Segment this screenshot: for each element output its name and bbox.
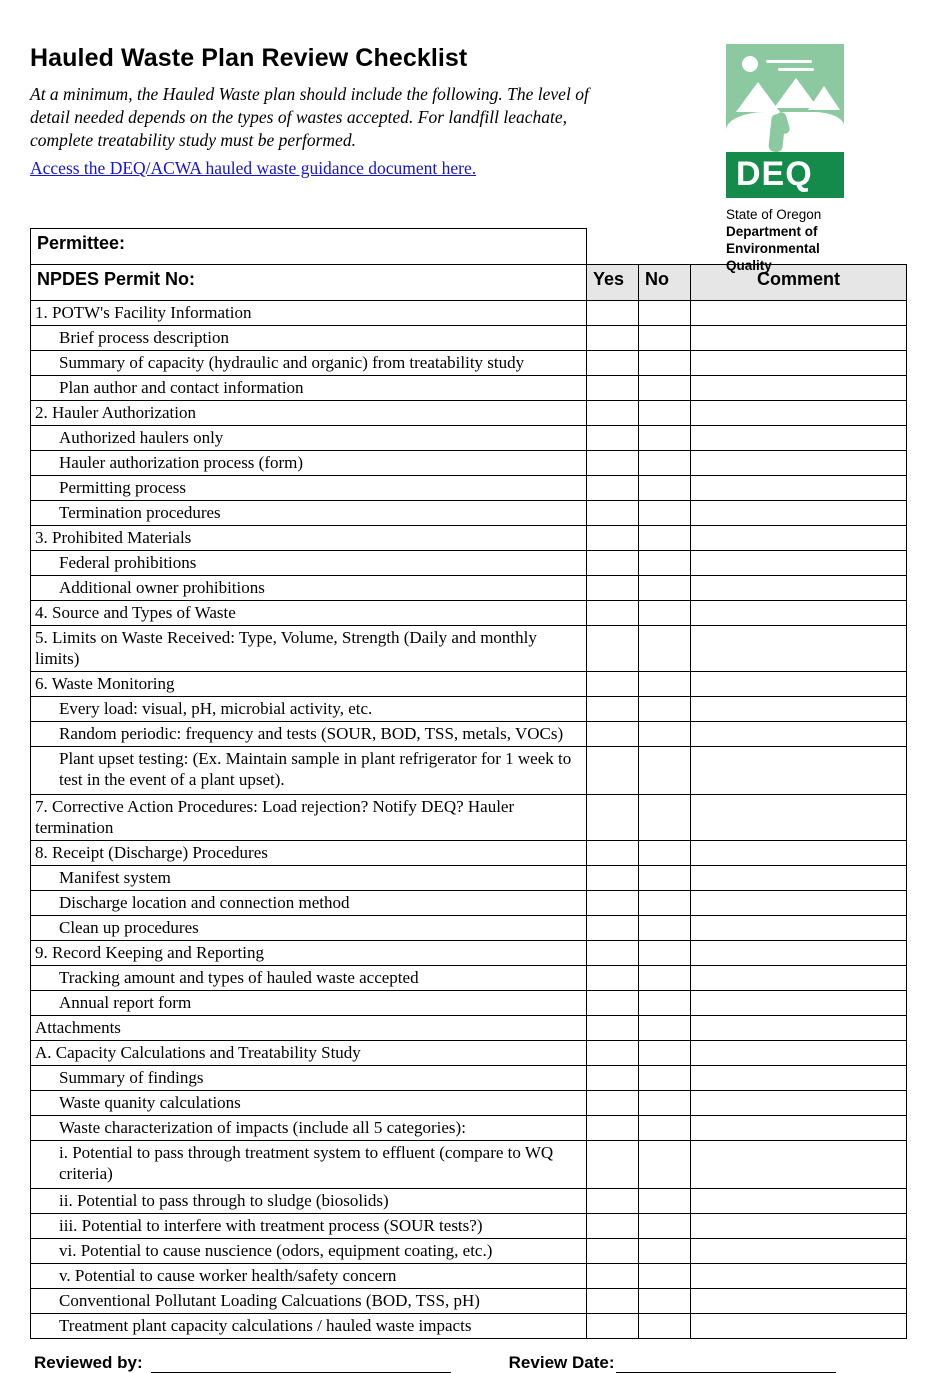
reviewed-by-label: Reviewed by: bbox=[34, 1353, 143, 1372]
table-row bbox=[31, 376, 907, 401]
yes-checkbox-cell[interactable] bbox=[587, 501, 639, 526]
no-checkbox-cell[interactable] bbox=[639, 1314, 691, 1339]
comment-cell[interactable] bbox=[691, 426, 907, 451]
table-row bbox=[31, 966, 907, 991]
yes-checkbox-cell[interactable] bbox=[587, 376, 639, 401]
comment-cell[interactable] bbox=[691, 376, 907, 401]
comment-cell[interactable] bbox=[691, 476, 907, 501]
checklist-item-label: Annual report form bbox=[31, 991, 587, 1016]
checklist-item-label: vi. Potential to cause nuscience (odors, equipment coating, etc.) bbox=[31, 1239, 587, 1264]
comment-cell[interactable] bbox=[691, 1314, 907, 1339]
checklist-item-label: Manifest system bbox=[31, 866, 587, 891]
table-row bbox=[31, 551, 907, 576]
table-row bbox=[31, 451, 907, 476]
checklist-item-label: Federal prohibitions bbox=[31, 551, 587, 576]
permittee-no-blank bbox=[639, 229, 691, 265]
yes-checkbox-cell[interactable] bbox=[587, 551, 639, 576]
deq-logo-block bbox=[726, 44, 906, 274]
table-row bbox=[31, 401, 907, 426]
checklist-item-label: Tracking amount and types of hauled waste accepted bbox=[31, 966, 587, 991]
comment-cell[interactable] bbox=[691, 451, 907, 476]
page-title: Hauled Waste Plan Review Checklist bbox=[30, 44, 468, 72]
table-row bbox=[31, 841, 907, 866]
table-row bbox=[31, 1214, 907, 1239]
no-checkbox-cell[interactable] bbox=[639, 551, 691, 576]
checklist-item-label: 8. Receipt (Discharge) Procedures bbox=[31, 841, 587, 866]
table-row bbox=[31, 576, 907, 601]
yes-checkbox-cell[interactable] bbox=[587, 916, 639, 941]
no-checkbox-cell[interactable] bbox=[639, 326, 691, 351]
checklist-item-label: Plan author and contact information bbox=[31, 376, 587, 401]
no-checkbox-cell[interactable] bbox=[639, 1116, 691, 1141]
table-row bbox=[31, 501, 907, 526]
comment-cell[interactable] bbox=[691, 1214, 907, 1239]
table-row bbox=[31, 1116, 907, 1141]
no-checkbox-cell[interactable] bbox=[639, 476, 691, 501]
comment-cell[interactable] bbox=[691, 351, 907, 376]
comment-cell[interactable] bbox=[691, 672, 907, 697]
checklist-item-label: Termination procedures bbox=[31, 501, 587, 526]
no-checkbox-cell[interactable] bbox=[639, 916, 691, 941]
comment-cell[interactable] bbox=[691, 1116, 907, 1141]
comment-cell[interactable] bbox=[691, 966, 907, 991]
table-row bbox=[31, 672, 907, 697]
reviewed-by-field[interactable] bbox=[151, 1358, 451, 1373]
checklist-item-label: 5. Limits on Waste Received: Type, Volume, Strength (Daily and monthly limits) bbox=[31, 626, 587, 672]
permittee-label: Permittee: bbox=[31, 229, 587, 265]
table-row bbox=[31, 747, 907, 795]
yes-checkbox-cell[interactable] bbox=[587, 1141, 639, 1189]
comment-cell[interactable] bbox=[691, 891, 907, 916]
checklist-item-label: Treatment plant capacity calculations / hauled waste impacts bbox=[31, 1314, 587, 1339]
yes-checkbox-cell[interactable] bbox=[587, 1314, 639, 1339]
column-header-yes: Yes bbox=[587, 265, 639, 301]
checklist-item-label: Waste characterization of impacts (include all 5 categories): bbox=[31, 1116, 587, 1141]
checklist-item-label: Attachments bbox=[31, 1016, 587, 1041]
yes-checkbox-cell[interactable] bbox=[587, 401, 639, 426]
table-row bbox=[31, 1091, 907, 1116]
yes-checkbox-cell[interactable] bbox=[587, 351, 639, 376]
checklist-item-label: Waste quanity calculations bbox=[31, 1091, 587, 1116]
review-date-label: Review Date: bbox=[508, 1353, 615, 1372]
comment-cell[interactable] bbox=[691, 526, 907, 551]
yes-checkbox-cell[interactable] bbox=[587, 941, 639, 966]
comment-cell[interactable] bbox=[691, 601, 907, 626]
comment-cell[interactable] bbox=[691, 1239, 907, 1264]
comment-cell[interactable] bbox=[691, 301, 907, 326]
table-row bbox=[31, 1066, 907, 1091]
no-checkbox-cell[interactable] bbox=[639, 426, 691, 451]
column-header-comment: Comment bbox=[691, 265, 907, 301]
comment-cell[interactable] bbox=[691, 1016, 907, 1041]
deq-dept-line3: Quality bbox=[726, 258, 772, 273]
comment-cell[interactable] bbox=[691, 1066, 907, 1091]
yes-checkbox-cell[interactable] bbox=[587, 966, 639, 991]
yes-checkbox-cell[interactable] bbox=[587, 747, 639, 795]
checklist-item-label: 3. Prohibited Materials bbox=[31, 526, 587, 551]
checklist-item-label: Additional owner prohibitions bbox=[31, 576, 587, 601]
yes-checkbox-cell[interactable] bbox=[587, 1214, 639, 1239]
comment-cell[interactable] bbox=[691, 401, 907, 426]
yes-checkbox-cell[interactable] bbox=[587, 1041, 639, 1066]
comment-cell[interactable] bbox=[691, 1264, 907, 1289]
no-checkbox-cell[interactable] bbox=[639, 351, 691, 376]
signature-footer bbox=[30, 1353, 906, 1373]
table-row bbox=[31, 1264, 907, 1289]
comment-cell[interactable] bbox=[691, 866, 907, 891]
checklist-item-label: Plant upset testing: (Ex. Maintain sample in plant refrigerator for 1 week to test in the event of a plant upset). bbox=[31, 747, 587, 795]
yes-checkbox-cell[interactable] bbox=[587, 795, 639, 841]
comment-cell[interactable] bbox=[691, 697, 907, 722]
table-row bbox=[31, 1239, 907, 1264]
no-checkbox-cell[interactable] bbox=[639, 1066, 691, 1091]
comment-cell[interactable] bbox=[691, 747, 907, 795]
no-checkbox-cell[interactable] bbox=[639, 697, 691, 722]
permit-no-label: NPDES Permit No: bbox=[31, 265, 587, 301]
comment-cell[interactable] bbox=[691, 1289, 907, 1314]
yes-checkbox-cell[interactable] bbox=[587, 697, 639, 722]
yes-checkbox-cell[interactable] bbox=[587, 841, 639, 866]
permittee-yes-blank bbox=[587, 229, 639, 265]
yes-checkbox-cell[interactable] bbox=[587, 476, 639, 501]
table-row bbox=[31, 301, 907, 326]
checklist-item-label: Random periodic: frequency and tests (SOUR, BOD, TSS, metals, VOCs) bbox=[31, 722, 587, 747]
checklist-item-label: Summary of capacity (hydraulic and organic) from treatability study bbox=[31, 351, 587, 376]
checklist-item-label: i. Potential to pass through treatment system to effluent (compare to WQ criteria) bbox=[31, 1141, 587, 1189]
no-checkbox-cell[interactable] bbox=[639, 891, 691, 916]
table-row bbox=[31, 601, 907, 626]
yes-checkbox-cell[interactable] bbox=[587, 526, 639, 551]
checklist-item-label: v. Potential to cause worker health/safety concern bbox=[31, 1264, 587, 1289]
no-checkbox-cell[interactable] bbox=[639, 722, 691, 747]
no-checkbox-cell[interactable] bbox=[639, 401, 691, 426]
comment-cell[interactable] bbox=[691, 1091, 907, 1116]
yes-checkbox-cell[interactable] bbox=[587, 672, 639, 697]
yes-checkbox-cell[interactable] bbox=[587, 1116, 639, 1141]
table-row bbox=[31, 626, 907, 672]
no-checkbox-cell[interactable] bbox=[639, 866, 691, 891]
checklist-item-label: 2. Hauler Authorization bbox=[31, 401, 587, 426]
checklist-item-label: Hauler authorization process (form) bbox=[31, 451, 587, 476]
no-checkbox-cell[interactable] bbox=[639, 526, 691, 551]
table-row bbox=[31, 351, 907, 376]
table-row bbox=[31, 891, 907, 916]
no-checkbox-cell[interactable] bbox=[639, 576, 691, 601]
guidance-document-link[interactable]: Access the DEQ/ACWA hauled waste guidance document here. bbox=[30, 158, 477, 178]
checklist-item-label: Discharge location and connection method bbox=[31, 891, 587, 916]
deq-state-line: State of Oregon bbox=[726, 207, 822, 222]
deq-acronym: DEQ bbox=[726, 152, 844, 198]
table-row bbox=[31, 795, 907, 841]
comment-cell[interactable] bbox=[691, 626, 907, 672]
yes-checkbox-cell[interactable] bbox=[587, 1189, 639, 1214]
table-row bbox=[31, 941, 907, 966]
table-row bbox=[31, 1016, 907, 1041]
comment-cell[interactable] bbox=[691, 326, 907, 351]
yes-checkbox-cell[interactable] bbox=[587, 1016, 639, 1041]
no-checkbox-cell[interactable] bbox=[639, 626, 691, 672]
no-checkbox-cell[interactable] bbox=[639, 672, 691, 697]
intro-paragraph: At a minimum, the Hauled Waste plan should include the following. The level of detail needed depends on the types of wastes accepted. For landfill leachate, complete treatability study must be performed. bbox=[30, 84, 589, 150]
table-row bbox=[31, 697, 907, 722]
comment-cell[interactable] bbox=[691, 916, 907, 941]
comment-cell[interactable] bbox=[691, 841, 907, 866]
checklist-item-label: A. Capacity Calculations and Treatability Study bbox=[31, 1041, 587, 1066]
yes-checkbox-cell[interactable] bbox=[587, 991, 639, 1016]
comment-cell[interactable] bbox=[691, 1189, 907, 1214]
table-row bbox=[31, 1041, 907, 1066]
no-checkbox-cell[interactable] bbox=[639, 841, 691, 866]
checklist-item-label: Brief process description bbox=[31, 326, 587, 351]
yes-checkbox-cell[interactable] bbox=[587, 866, 639, 891]
table-row bbox=[31, 916, 907, 941]
checklist-item-label: 7. Corrective Action Procedures: Load rejection? Notify DEQ? Hauler termination bbox=[31, 795, 587, 841]
no-checkbox-cell[interactable] bbox=[639, 1091, 691, 1116]
checklist-item-label: Authorized haulers only bbox=[31, 426, 587, 451]
no-checkbox-cell[interactable] bbox=[639, 601, 691, 626]
yes-checkbox-cell[interactable] bbox=[587, 576, 639, 601]
yes-checkbox-cell[interactable] bbox=[587, 1264, 639, 1289]
checklist-item-label: 9. Record Keeping and Reporting bbox=[31, 941, 587, 966]
yes-checkbox-cell[interactable] bbox=[587, 1289, 639, 1314]
table-row bbox=[31, 866, 907, 891]
table-row bbox=[31, 526, 907, 551]
no-checkbox-cell[interactable] bbox=[639, 941, 691, 966]
checklist-item-label: 1. POTW's Facility Information bbox=[31, 301, 587, 326]
column-header-no: No bbox=[639, 265, 691, 301]
checklist-item-label: Every load: visual, pH, microbial activity, etc. bbox=[31, 697, 587, 722]
no-checkbox-cell[interactable] bbox=[639, 991, 691, 1016]
table-row bbox=[31, 1314, 907, 1339]
checklist-item-label: iii. Potential to interfere with treatment process (SOUR tests?) bbox=[31, 1214, 587, 1239]
no-checkbox-cell[interactable] bbox=[639, 1214, 691, 1239]
no-checkbox-cell[interactable] bbox=[639, 1289, 691, 1314]
comment-cell[interactable] bbox=[691, 991, 907, 1016]
yes-checkbox-cell[interactable] bbox=[587, 1239, 639, 1264]
no-checkbox-cell[interactable] bbox=[639, 1239, 691, 1264]
table-row bbox=[31, 722, 907, 747]
no-checkbox-cell[interactable] bbox=[639, 301, 691, 326]
comment-cell[interactable] bbox=[691, 1141, 907, 1189]
checklist-item-label: 4. Source and Types of Waste bbox=[31, 601, 587, 626]
no-checkbox-cell[interactable] bbox=[639, 451, 691, 476]
yes-checkbox-cell[interactable] bbox=[587, 301, 639, 326]
no-checkbox-cell[interactable] bbox=[639, 1264, 691, 1289]
checklist-table bbox=[30, 228, 907, 1339]
yes-checkbox-cell[interactable] bbox=[587, 1091, 639, 1116]
table-row bbox=[31, 326, 907, 351]
deq-dept-line1: Department of bbox=[726, 224, 818, 239]
checklist-item-label: Clean up procedures bbox=[31, 916, 587, 941]
comment-cell[interactable] bbox=[691, 722, 907, 747]
no-checkbox-cell[interactable] bbox=[639, 1189, 691, 1214]
yes-checkbox-cell[interactable] bbox=[587, 626, 639, 672]
comment-cell[interactable] bbox=[691, 1041, 907, 1066]
no-checkbox-cell[interactable] bbox=[639, 1016, 691, 1041]
yes-checkbox-cell[interactable] bbox=[587, 426, 639, 451]
yes-checkbox-cell[interactable] bbox=[587, 1066, 639, 1091]
checklist-item-label: Conventional Pollutant Loading Calcuations (BOD, TSS, pH) bbox=[31, 1289, 587, 1314]
deq-landscape-icon bbox=[726, 44, 844, 152]
review-date-field[interactable] bbox=[616, 1358, 836, 1373]
no-checkbox-cell[interactable] bbox=[639, 795, 691, 841]
comment-cell[interactable] bbox=[691, 795, 907, 841]
checklist-item-label: 6. Waste Monitoring bbox=[31, 672, 587, 697]
comment-cell[interactable] bbox=[691, 576, 907, 601]
yes-checkbox-cell[interactable] bbox=[587, 722, 639, 747]
yes-checkbox-cell[interactable] bbox=[587, 601, 639, 626]
no-checkbox-cell[interactable] bbox=[639, 376, 691, 401]
no-checkbox-cell[interactable] bbox=[639, 747, 691, 795]
no-checkbox-cell[interactable] bbox=[639, 966, 691, 991]
checklist-item-label: Permitting process bbox=[31, 476, 587, 501]
deq-dept-line2: Environmental bbox=[726, 241, 820, 256]
no-checkbox-cell[interactable] bbox=[639, 501, 691, 526]
no-checkbox-cell[interactable] bbox=[639, 1141, 691, 1189]
table-row bbox=[31, 1289, 907, 1314]
table-row bbox=[31, 1189, 907, 1214]
table-row bbox=[31, 426, 907, 451]
table-row bbox=[31, 991, 907, 1016]
table-row bbox=[31, 1141, 907, 1189]
comment-cell[interactable] bbox=[691, 941, 907, 966]
comment-cell[interactable] bbox=[691, 551, 907, 576]
no-checkbox-cell[interactable] bbox=[639, 1041, 691, 1066]
deq-agency-text bbox=[726, 206, 906, 274]
checklist-item-label: ii. Potential to pass through to sludge (biosolids) bbox=[31, 1189, 587, 1214]
table-row bbox=[31, 476, 907, 501]
checklist-item-label: Summary of findings bbox=[31, 1066, 587, 1091]
yes-checkbox-cell[interactable] bbox=[587, 451, 639, 476]
yes-checkbox-cell[interactable] bbox=[587, 891, 639, 916]
yes-checkbox-cell[interactable] bbox=[587, 326, 639, 351]
checklist-rows bbox=[31, 301, 907, 1339]
comment-cell[interactable] bbox=[691, 501, 907, 526]
